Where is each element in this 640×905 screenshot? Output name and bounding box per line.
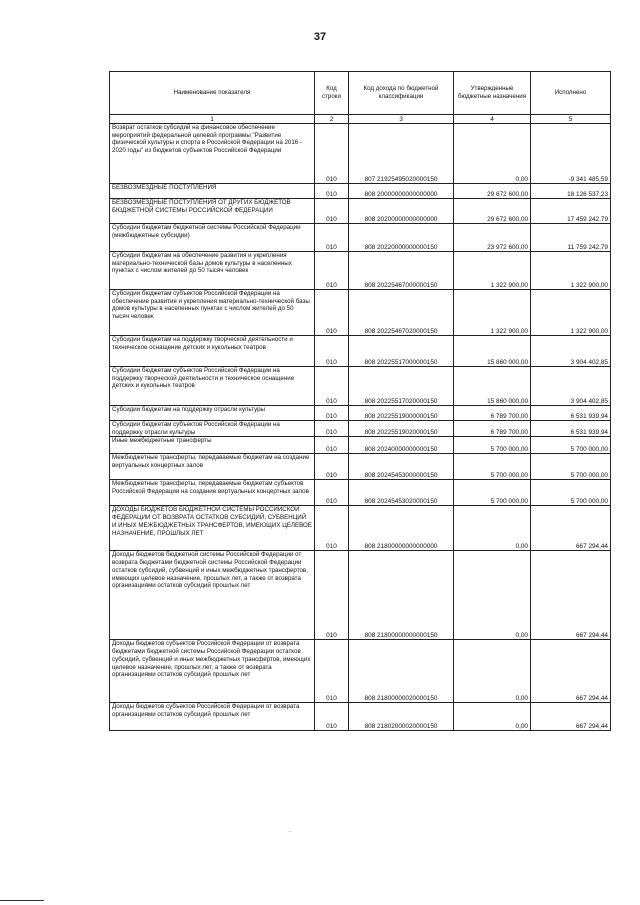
cell-name: ДОХОДЫ БЮДЖЕТОВ БЮДЖЕТНОЙ СИСТЕМЫ РОССИЙСКОЙ ФЕДЕРАЦИИ ОТ ВОЗВРАТА ОСТАТКОВ СУБСИДИЙ, СУБВЕНЦИЙ И ИНЫХ МЕЖБЮДЖЕТНЫХ ТРАНСФЕРТОВ, ИМЕЮЩИХ ЦЕЛЕВОЕ НАЗНАЧЕНИЕ, ПРОШЛЫХ ЛЕТ [110,506,315,551]
table-row [110,367,611,406]
cell-approved: 1 322 900,00 [454,252,531,290]
cell-kbk: 808 20225517020000150 [349,367,454,406]
cell-name: БЕЗВОЗМЕЗДНЫЕ ПОСТУПЛЕНИЯ ОТ ДРУГИХ БЮДЖЕТОВ БЮДЖЕТНОЙ СИСТЕМЫ РОССИЙСКОЙ ФЕДЕРАЦИИ [110,199,315,224]
cell-kbk: 808 20240000000000150 [349,437,454,454]
cell-executed: 667 294,44 [531,703,611,731]
column-number-row [110,115,611,124]
cell-executed: 667 294,44 [531,551,611,640]
cell-kbk: 808 20000000000000000 [349,184,454,199]
cell-approved: 5 700 000,00 [454,454,531,480]
cell-code: 010 [315,551,349,640]
header-code: Код строки [315,72,349,115]
cell-approved: 0,00 [454,506,531,551]
cell-executed: 18 126 537,23 [531,184,611,199]
cell-name: БЕЗВОЗМЕЗДНЫЕ ПОСТУПЛЕНИЯ [110,184,315,199]
cell-kbk: 808 21800000020000150 [349,640,454,703]
cell-code: 010 [315,199,349,224]
table-row [110,703,611,731]
column-number: 3 [349,115,454,124]
header-executed: Исполнено [531,72,611,115]
page-number: 37 [313,31,327,43]
header-row [110,72,611,115]
cell-code: 010 [315,336,349,367]
cell-kbk: 807 21925495020000150 [349,124,454,184]
cell-code: 010 [315,421,349,437]
cell-name: Возврат остатков субсидий на финансовое обеспечение мероприятий федеральной целевой программы "Развитие физической культуры и спорта в Российской Федерации на 2016 - 2020 годы" из бюджетов субъектов Российской Федерации [110,124,315,184]
cell-code: 010 [315,124,349,184]
cell-approved: 5 700 000,00 [454,437,531,454]
cell-kbk: 808 21802000020000150 [349,703,454,731]
cell-executed: 6 531 939,94 [531,406,611,421]
table-row [110,406,611,421]
scan-artifact: ·· [288,829,292,835]
cell-code: 010 [315,367,349,406]
cell-kbk: 808 21800000000000150 [349,551,454,640]
cell-kbk: 808 20225467020000150 [349,290,454,336]
cell-approved: 5 700 000,00 [454,480,531,506]
cell-code: 010 [315,184,349,199]
cell-name: Субсидии бюджетам на поддержку отрасли культуры [110,406,315,421]
cell-kbk: 808 20225519000000150 [349,406,454,421]
cell-executed: -9 341 485,59 [531,124,611,184]
cell-executed: 3 904 402,85 [531,336,611,367]
cell-name: Межбюджетные трансферты, передаваемые бюджетам на создание виртуальных концертных залов [110,454,315,480]
cell-name: Иные межбюджетные трансферты [110,437,315,454]
cell-kbk: 808 20220000000000150 [349,224,454,252]
cell-approved: 29 672 600,00 [454,199,531,224]
cell-executed: 5 700 000,00 [531,437,611,454]
table-row [110,454,611,480]
table-row [110,290,611,336]
table-row [110,199,611,224]
cell-executed: 11 759 242,79 [531,224,611,252]
cell-name: Субсидии бюджетам на обеспечение развития и укрепления материально-технической базы домов культуры в населенных пунктах с числом жителей до 50 тысяч человек [110,252,315,290]
cell-approved: 0,00 [454,640,531,703]
cell-executed: 17 459 242,79 [531,199,611,224]
table-row [110,480,611,506]
cell-approved: 6 789 700,00 [454,421,531,437]
header-kbk: Код дохода по бюджетной классификации [349,72,454,115]
cell-approved: 15 860 000,00 [454,367,531,406]
cell-code: 010 [315,224,349,252]
table-row [110,551,611,640]
table-row [110,184,611,199]
page-edge-mark [0,900,44,901]
table-row [110,506,611,551]
cell-executed: 5 700 000,00 [531,480,611,506]
cell-approved: 0,00 [454,703,531,731]
cell-name: Межбюджетные трансферты, передаваемые бюджетам субъектов Российской Федерации на создание виртуальных концертных залов [110,480,315,506]
cell-name: Субсидии бюджетам субъектов Российской Федерации на поддержку творческой деятельности и техническое оснащение детских и кукольных театров [110,367,315,406]
cell-kbk: 808 21800000000000000 [349,506,454,551]
table-row [110,252,611,290]
column-number: 5 [531,115,611,124]
cell-approved: 0,00 [454,124,531,184]
table-row [110,640,611,703]
cell-executed: 6 531 939,94 [531,421,611,437]
cell-approved: 15 860 000,00 [454,336,531,367]
cell-kbk: 808 20225519020000150 [349,421,454,437]
cell-code: 010 [315,480,349,506]
table-row [110,224,611,252]
header-approved: Утвержденные бюджетные назначения [454,72,531,115]
table-row [110,336,611,367]
cell-kbk: 808 20225467000000150 [349,252,454,290]
cell-code: 010 [315,703,349,731]
cell-approved: 29 672 600,00 [454,184,531,199]
cell-name: Доходы бюджетов субъектов Российской Федерации от возврата бюджетами бюджетной системы Российской Федерации остатков субсидий, субвенций и иных межбюджетных трансфертов, имеющих целевое назначение, прошлых лет, а также от возврата организациями остатков субсидий прошлых лет [110,640,315,703]
cell-executed: 667 294,44 [531,640,611,703]
cell-code: 010 [315,454,349,480]
header-name: Наименование показателя [110,72,315,115]
table-row [110,437,611,454]
cell-approved: 1 322 900,00 [454,290,531,336]
cell-executed: 3 904 402,85 [531,367,611,406]
table-row [110,124,611,184]
cell-name: Доходы бюджетов бюджетной системы Российской Федерации от возврата бюджетами бюджетной системы Российской Федерации остатков субсидий, субвенций и иных межбюджетных трансфертов, имеющих целевое назначение, прошлых лет, а также от возврата организациями остатков субсидий прошлых лет [110,551,315,640]
cell-code: 010 [315,506,349,551]
cell-kbk: 808 20245453000000150 [349,454,454,480]
cell-approved: 6 789 700,00 [454,406,531,421]
cell-executed: 1 322 900,00 [531,252,611,290]
budget-execution-table [109,71,611,731]
cell-kbk: 808 20200000000000000 [349,199,454,224]
cell-name: Субсидии бюджетам субъектов Российской Федерации на поддержку отрасли культуры [110,421,315,437]
column-number: 1 [110,115,315,124]
cell-kbk: 808 20245453020000150 [349,480,454,506]
cell-code: 010 [315,406,349,421]
column-number: 4 [454,115,531,124]
cell-code: 010 [315,252,349,290]
cell-code: 010 [315,640,349,703]
cell-approved: 0,00 [454,551,531,640]
cell-name: Субсидии бюджетам бюджетной системы Российской Федерации (межбюджетные субсидии) [110,224,315,252]
cell-name: Доходы бюджетов субъектов Российской Федерации от возврата организациями остатков субсидий прошлых лет [110,703,315,731]
cell-executed: 1 322 900,00 [531,290,611,336]
table-row [110,421,611,437]
column-number: 2 [315,115,349,124]
cell-name: Субсидии бюджетам на поддержку творческой деятельности и техническое оснащение детских и кукольных театров [110,336,315,367]
cell-code: 010 [315,437,349,454]
cell-executed: 667 294,44 [531,506,611,551]
cell-approved: 23 972 600,00 [454,224,531,252]
cell-code: 010 [315,290,349,336]
cell-kbk: 808 20225517000000150 [349,336,454,367]
cell-name: Субсидии бюджетам субъектов Российской Федерации на обеспечение развития и укрепления материально-технической базы домов культуры в населенных пунктах с числом жителей до 50 тысяч человек [110,290,315,336]
cell-executed: 5 700 000,00 [531,454,611,480]
